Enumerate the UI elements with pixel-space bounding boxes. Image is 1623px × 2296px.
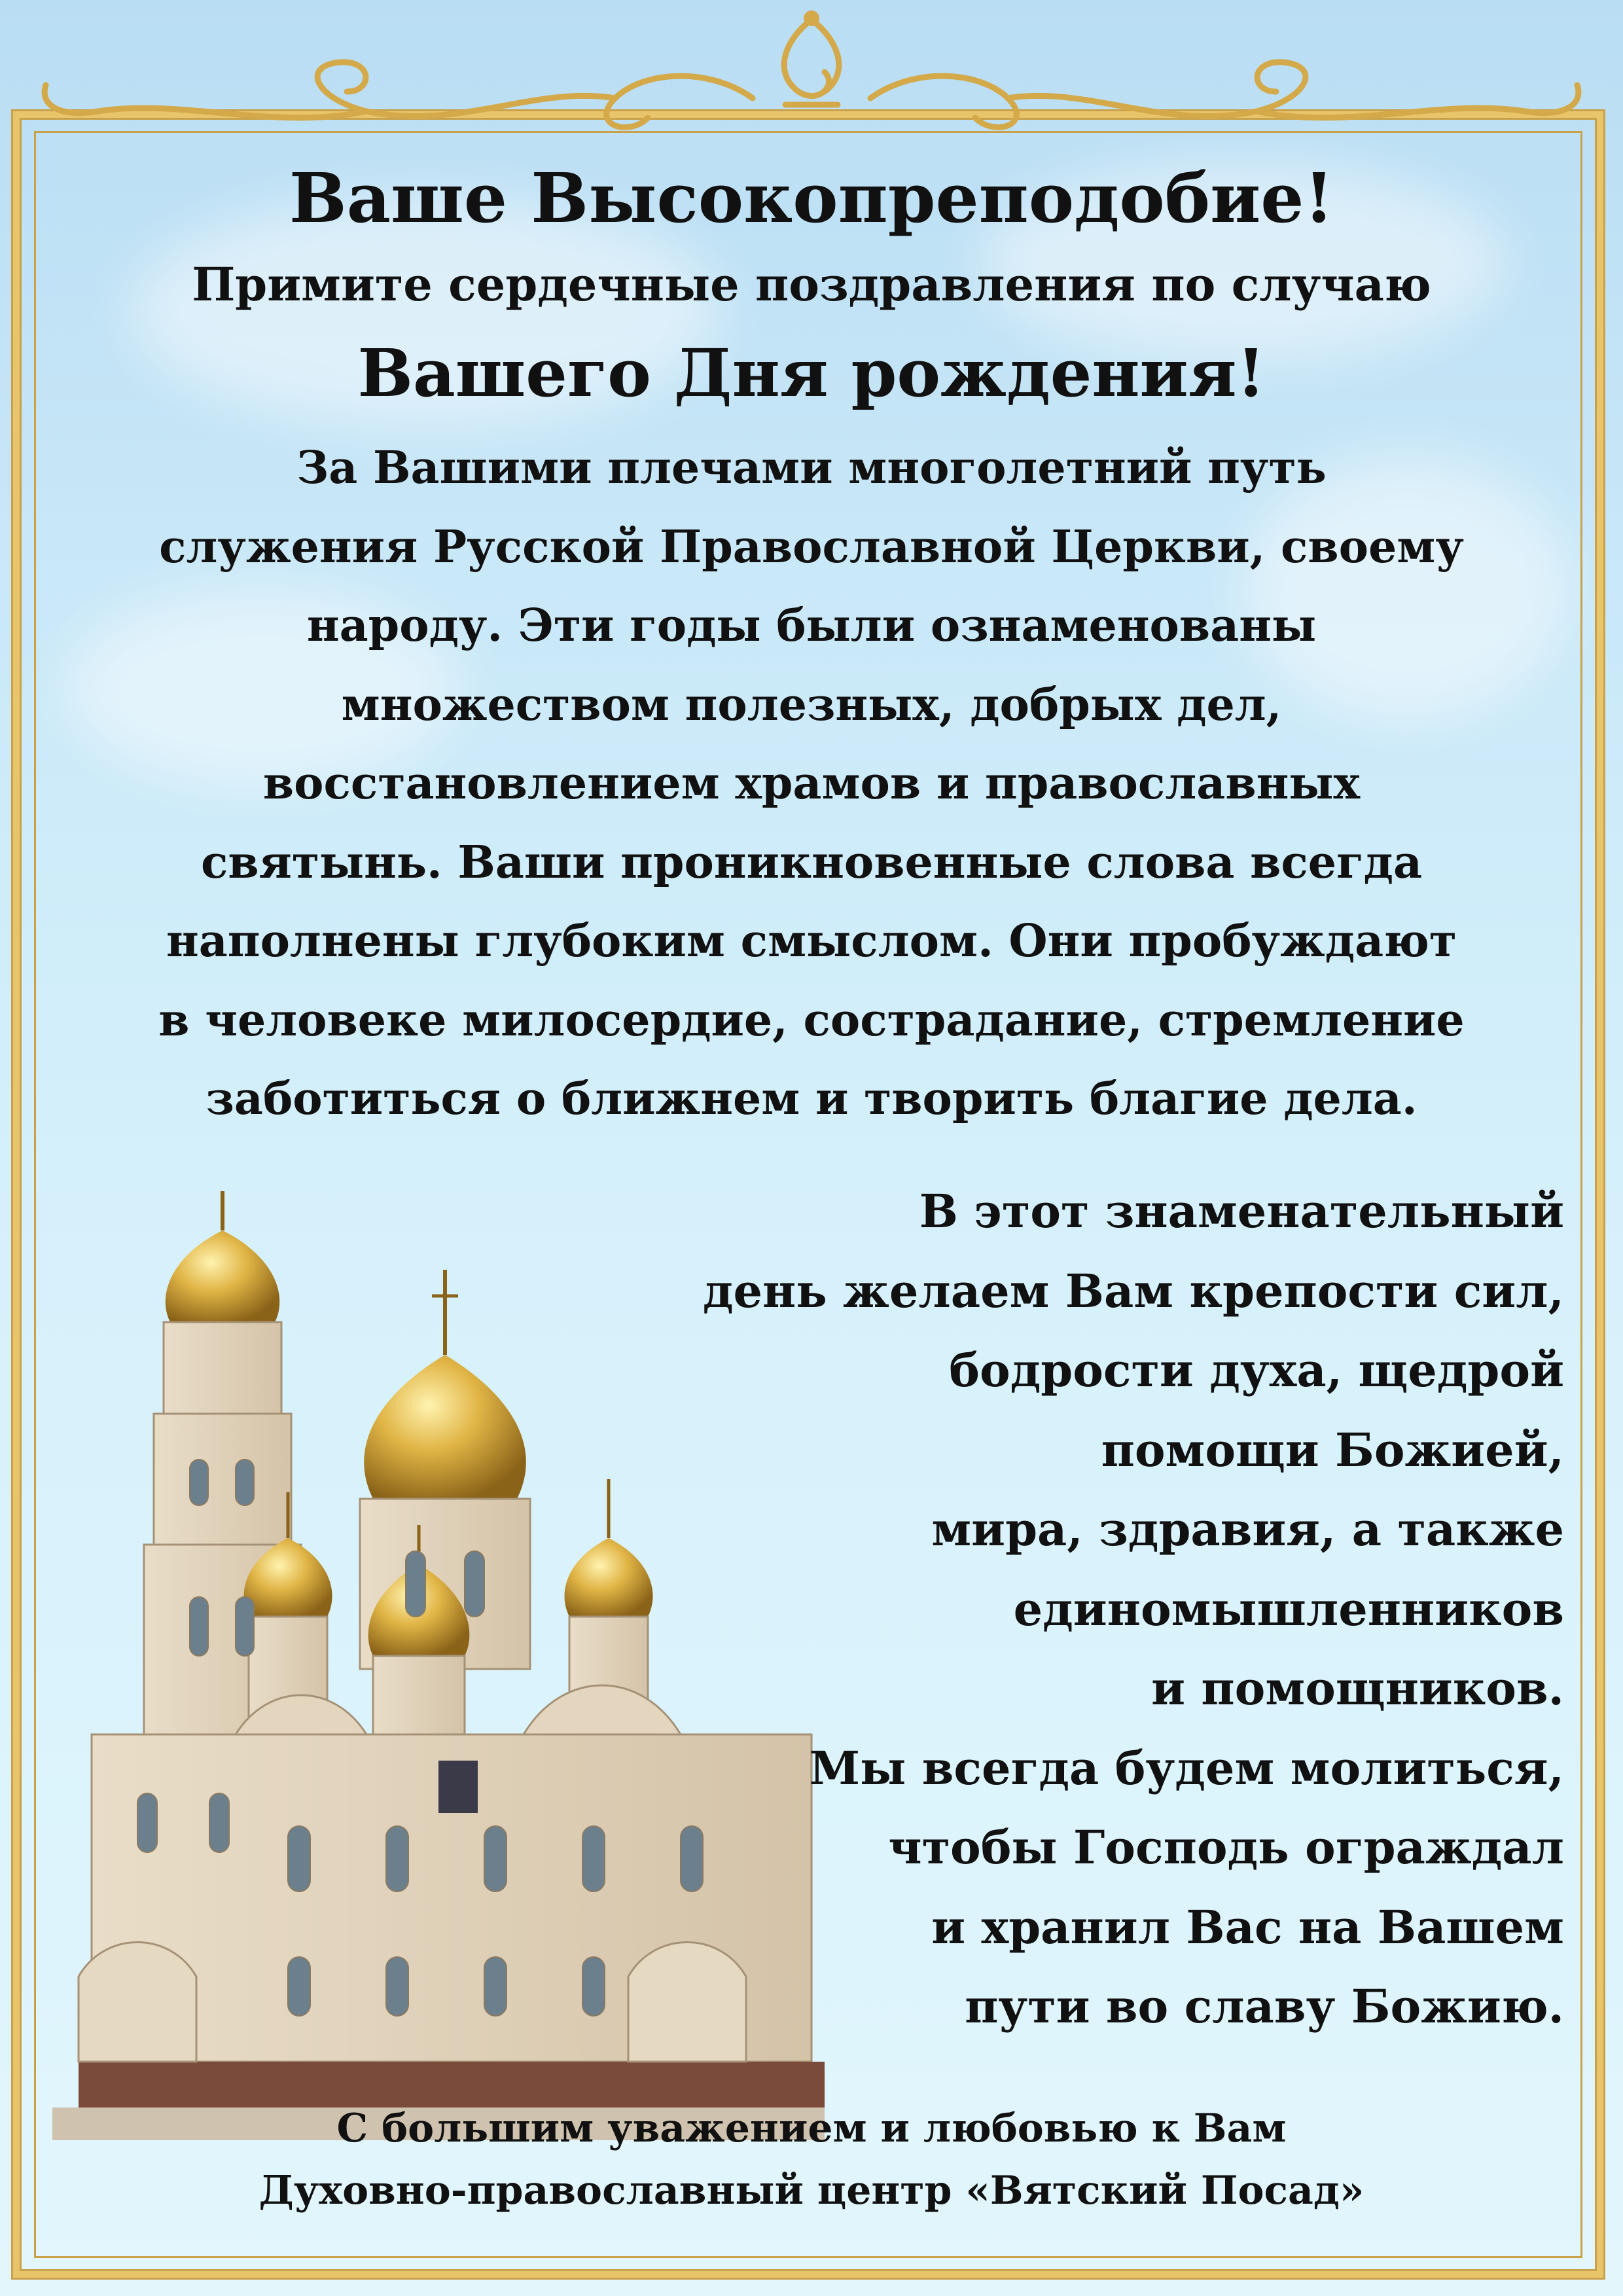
wish-line: пути во славу Божию. bbox=[965, 1979, 1564, 2034]
signature-line-2: Духовно-православный центр «Вятский Посад» bbox=[259, 2168, 1364, 2214]
wish-line: мира, здравия, а также bbox=[931, 1502, 1564, 1556]
signature-line-1: С большим уважением и любовью к Вам bbox=[336, 2106, 1287, 2151]
body-line: восстановлением храмов и православных bbox=[262, 757, 1361, 810]
wish-line: Мы всегда будем молиться, bbox=[809, 1740, 1564, 1795]
wish-line: и хранил Вас на Вашем bbox=[931, 1899, 1564, 1954]
wish-line: помощи Божией, bbox=[1101, 1422, 1564, 1477]
body-line: множеством полезных, добрых дел, bbox=[341, 678, 1282, 731]
wish-line: бодрости духа, щедрой bbox=[949, 1343, 1564, 1397]
wish-line: чтобы Господь ограждал bbox=[888, 1820, 1564, 1874]
frame-ornament bbox=[0, 0, 1623, 151]
greeting-subtitle: Примите сердечные поздравления по случаю bbox=[192, 257, 1431, 312]
body-line: народу. Эти годы были ознаменованы bbox=[306, 600, 1317, 652]
wish-line: и помощников. bbox=[1151, 1661, 1564, 1715]
body-line: заботиться о ближнем и творить благие дела. bbox=[205, 1073, 1418, 1125]
greeting-title: Ваше Высокопреподобие! bbox=[289, 158, 1334, 238]
body-line: За Вашими плечами многолетний путь bbox=[296, 442, 1327, 494]
wishes-block bbox=[703, 1172, 1564, 2047]
body-line: наполнены глубоким смыслом. Они пробуждают bbox=[166, 915, 1457, 967]
wish-line: В этот знаменательный bbox=[919, 1184, 1564, 1238]
greeting-occasion: Вашего Дня рождения! bbox=[357, 334, 1266, 412]
wish-line: единомышленников bbox=[1013, 1581, 1564, 1636]
signature-block bbox=[0, 2098, 1623, 2222]
body-line: святынь. Ваши проникновенные слова всегда bbox=[200, 836, 1423, 889]
greeting-header bbox=[98, 151, 1525, 1139]
body-line: в человеке милосердие, сострадание, стремление bbox=[158, 994, 1465, 1047]
body-line: служения Русской Православной Церкви, своему bbox=[159, 520, 1464, 573]
wish-line: день желаем Вам крепости сил, bbox=[702, 1263, 1564, 1318]
